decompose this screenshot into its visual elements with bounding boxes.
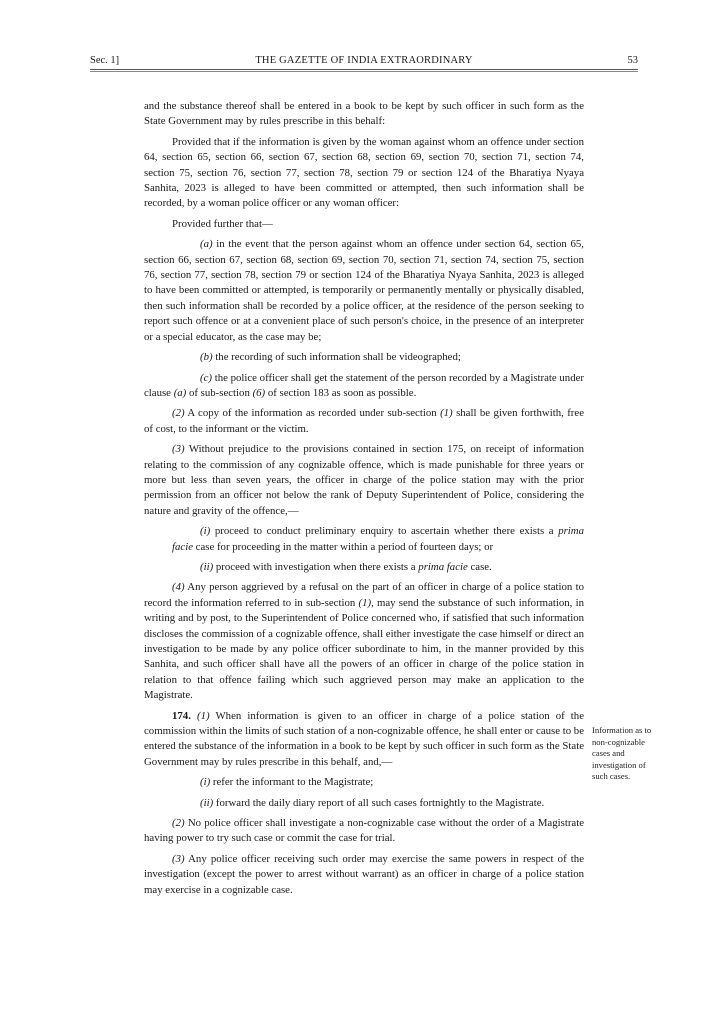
clause-b: (b) the recording of such information shall be videographed;	[200, 351, 461, 364]
subsection-3-174: (3) Any police officer receiving such order may exercise the same powers in respect of the investigation (except the power to arrest without warrant) as an officer in charge of a police station may exercise in a cognizable case.	[144, 852, 584, 896]
marginal-note: Information as to non-cognizable cases and investigation of such cases.	[592, 725, 652, 782]
proviso-further: Provided further that—	[172, 217, 273, 230]
subsection-2-174: (2) No police officer shall investigate a non-cognizable case without the order of a Magistrate having power to try such case or commit the case for trial.	[144, 817, 584, 845]
subsection-2: (2) A copy of the information as recorded under sub-section (1) shall be given forthwith, free of cost, to the informant or the victim.	[144, 407, 584, 435]
clause-ii-174: (ii) forward the daily diary report of all such cases fortnightly to the Magistrate.	[200, 796, 545, 809]
section-174: 174. (1) When information is given to an officer in charge of a police station of the commission within the limits of such station of a non-cognizable offence, he shall enter or cause to be entered the substance of the information in a book to be kept by such officer in such form as the State Government may by rules prescribe in this behalf, and,—	[144, 709, 584, 768]
page-header	[90, 52, 638, 70]
clause-i-174: (i) refer the informant to the Magistrate;	[200, 776, 374, 789]
document-body	[144, 99, 584, 903]
clause-i: (i) proceed to conduct preliminary enquiry to ascertain whether there exists a prima facie case for proceeding in the matter within a period of fourteen days; or	[172, 525, 584, 553]
clause-ii: (ii) proceed with investigation when there exists a prima facie case.	[200, 560, 492, 573]
clause-a: (a) in the event that the person against whom an offence under section 64, section 65, section 66, section 67, section 68, section 69, section 70, section 71, section 74, section 75, section 76, section 77, section 78, section 79 or section 124 of the Bharatiya Nyaya Sanhita, 2023 is alleged to have been committed or attempted, is temporarily or permanently mentally or physically disabled, then such information shall be recorded by a police officer, at the residence of the person seeking to report such offence or at a convenient place of such person's choice, in the presence of an interpreter or a special educator, as the case may be;	[144, 238, 584, 343]
subsection-4: (4) Any person aggrieved by a refusal on the part of an officer in charge of a police station to record the information referred to in sub-section (1), may send the substance of such information, in writing and by post, to the Superintendent of Police concerned who, if satisfied that such information discloses the commission of a cognizable offence, shall either investigate the case himself or direct an investigation to be made by any police officer subordinate to him, in the manner provided by this Sanhita, and such officer shall have all the powers of an officer in charge of the police station in relation to that offence failing which such aggrieved person may make an application to the Magistrate.	[144, 581, 584, 702]
clause-c: (c) the police officer shall get the statement of the person recorded by a Magistrate under clause (a) of sub-section (6) of section 183 as soon as possible.	[144, 371, 584, 399]
proviso-paragraph: Provided that if the information is given by the woman against whom an offence under section 64, section 65, section 66, section 67, section 68, section 69, section 70, section 71, section 74, section 75, section 76, section 77, section 78, section 79 or section 124 of the Bharatiya Nyaya Sanhita, 2023 is alleged to have been committed or attempted, then such information shall be recorded, by a woman police officer or any woman officer:	[144, 135, 584, 210]
section-ref: Sec. 1]	[90, 55, 120, 66]
gazette-title: THE GAZETTE OF INDIA EXTRAORDINARY	[255, 55, 473, 66]
header-rule	[90, 69, 638, 70]
paragraph: and the substance thereof shall be entered in a book to be kept by such officer in such form as the State Government may by rules prescribe in this behalf:	[144, 100, 584, 128]
page-number: 53	[627, 55, 638, 66]
subsection-3: (3) Without prejudice to the provisions contained in section 175, on receipt of information relating to the commission of any cognizable offence, which is made punishable for three years or more but less than seven years, the officer in charge of the police station may with the prior permission from an officer not below the rank of Deputy Superintendent of Police, considering the nature and gravity of the offence,—	[144, 443, 584, 517]
header-rule-double	[90, 71, 638, 72]
